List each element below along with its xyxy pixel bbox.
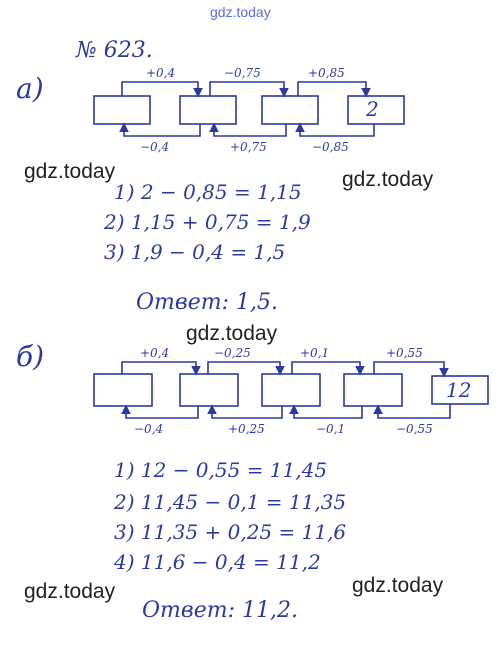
b-bottom-op-3: −0,1 — [316, 422, 346, 436]
b-top-op-2: −0,25 — [214, 346, 251, 360]
b-box-1 — [94, 374, 152, 406]
a-top-arrow-2 — [210, 82, 284, 96]
watermark-left-2: gdz.today — [24, 580, 116, 603]
part-a-label: а) — [16, 72, 44, 105]
a-top-op-3: +0,85 — [308, 66, 345, 80]
b-box-3 — [262, 374, 320, 406]
a-top-op-2: −0,75 — [224, 66, 261, 80]
problem-number: № 623. — [76, 38, 153, 63]
a-final-box-value: 2 — [366, 97, 379, 121]
a-bottom-arrow-1 — [124, 124, 200, 136]
a-box-1 — [94, 96, 150, 124]
a-step-2: 2) 1,15 + 0,75 = 1,9 — [104, 210, 311, 234]
watermark-right-2: gdz.today — [352, 574, 444, 597]
b-top-op-4: +0,55 — [386, 346, 423, 360]
b-top-arrow-2 — [208, 362, 280, 374]
a-bottom-op-1: −0,4 — [140, 140, 170, 154]
watermark-left-1: gdz.today — [24, 160, 116, 183]
b-top-op-3: +0,1 — [300, 346, 330, 360]
a-bottom-op-2: +0,75 — [230, 140, 267, 154]
b-bottom-op-2: +0,25 — [228, 422, 265, 436]
a-bottom-arrow-2 — [214, 124, 286, 136]
b-final-box-value: 12 — [446, 378, 472, 402]
a-step-1: 1) 2 − 0,85 = 1,15 — [114, 180, 302, 204]
b-step-4: 4) 11,6 − 0,4 = 11,2 — [114, 550, 321, 574]
b-box-2 — [180, 374, 238, 406]
watermark-top: gdz.today — [210, 4, 271, 20]
b-top-arrow-1 — [122, 362, 196, 374]
a-answer: Ответ: 1,5. — [136, 290, 278, 315]
b-top-op-1: +0,4 — [140, 346, 170, 360]
b-step-2: 2) 11,45 − 0,1 = 11,35 — [114, 490, 347, 514]
a-bottom-arrow-3 — [300, 124, 374, 136]
b-bottom-op-4: −0,55 — [396, 422, 433, 436]
b-bottom-arrow-2 — [212, 406, 282, 418]
watermark-right-1: gdz.today — [342, 168, 434, 191]
b-bottom-arrow-1 — [126, 406, 198, 418]
a-top-arrow-3 — [298, 82, 366, 96]
b-step-1: 1) 12 − 0,55 = 11,45 — [114, 458, 328, 482]
b-bottom-op-1: −0,4 — [134, 422, 164, 436]
a-top-op-1: +0,4 — [146, 66, 176, 80]
b-answer: Ответ: 11,2. — [142, 598, 298, 623]
part-b-label: б) — [16, 340, 45, 373]
a-step-3: 3) 1,9 − 0,4 = 1,5 — [104, 240, 286, 264]
b-bottom-arrow-3 — [294, 406, 362, 418]
a-box-3 — [262, 96, 318, 124]
a-bottom-op-3: −0,85 — [312, 140, 349, 154]
watermark-center: gdz.today — [186, 322, 278, 345]
a-box-2 — [180, 96, 236, 124]
b-top-arrow-3 — [292, 362, 360, 374]
a-top-arrow-1 — [122, 82, 198, 96]
b-box-4 — [344, 374, 402, 406]
b-step-3: 3) 11,35 + 0,25 = 11,6 — [114, 520, 347, 544]
